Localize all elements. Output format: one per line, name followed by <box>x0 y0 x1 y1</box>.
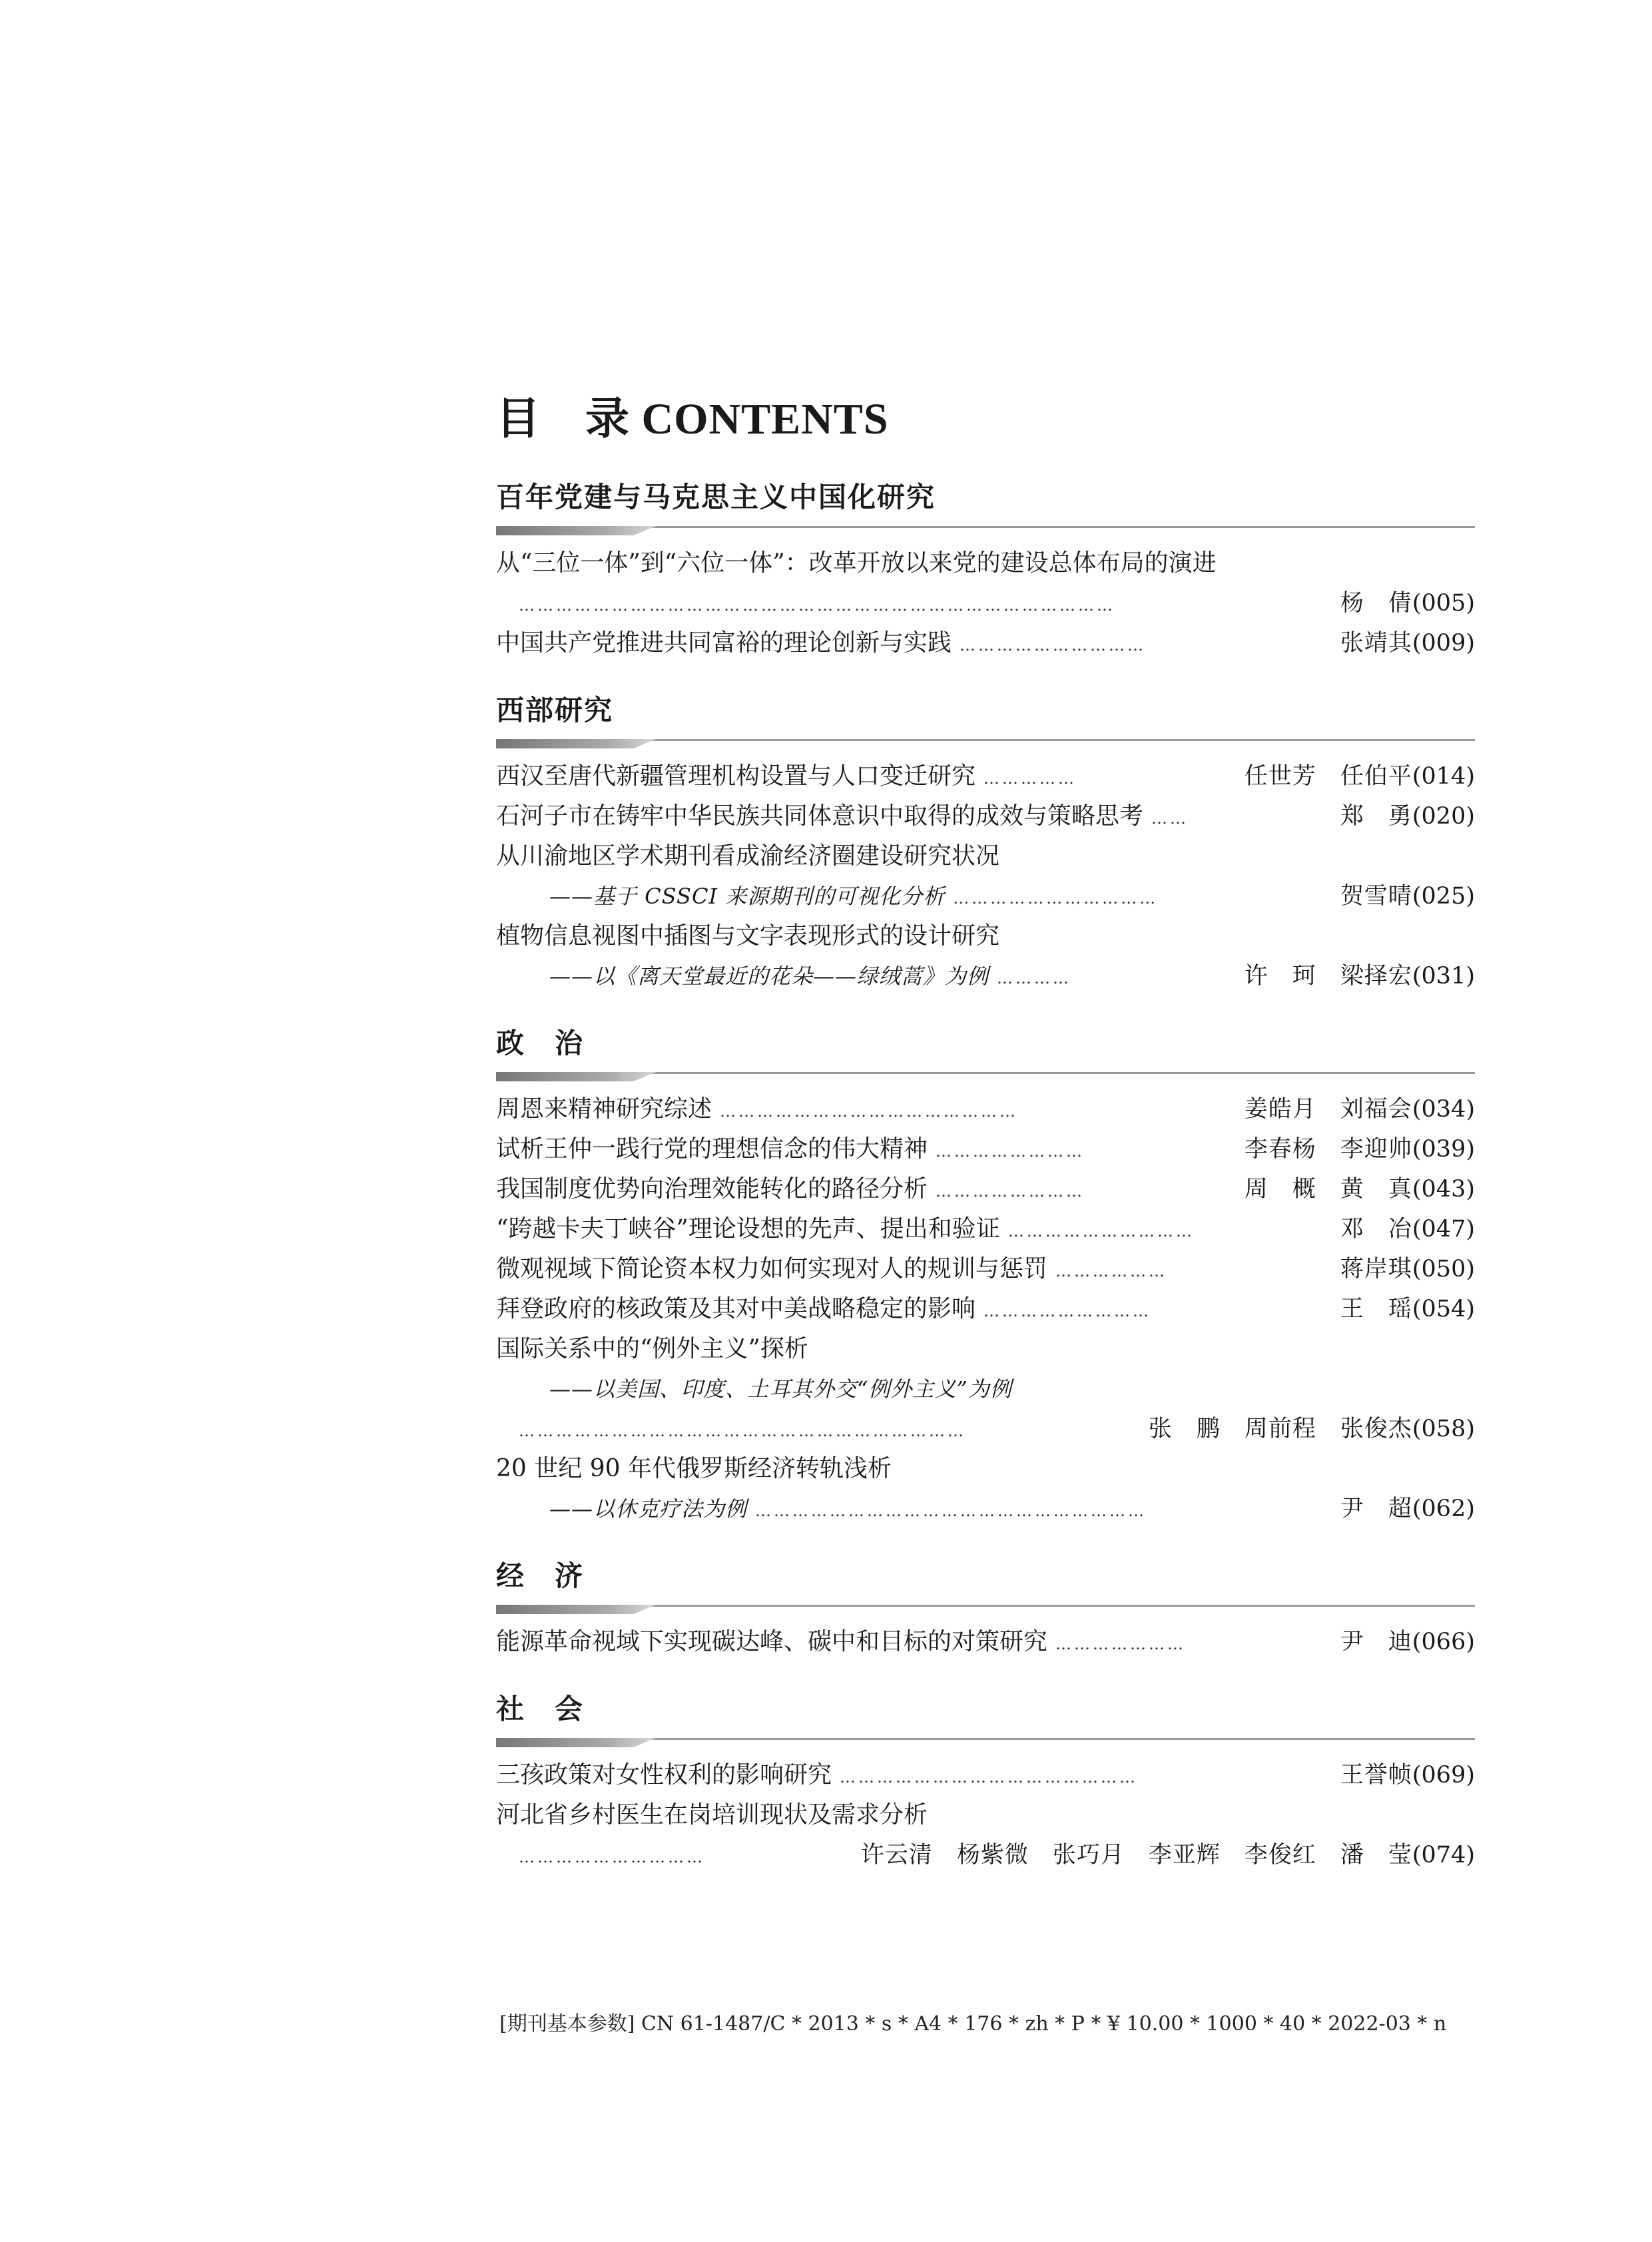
entry-authors: 蒋岸琪 <box>1340 1256 1412 1282</box>
entry-page-number: (047) <box>1412 1216 1475 1243</box>
toc-entry[interactable] <box>496 543 1475 583</box>
toc-entry[interactable] <box>496 1489 1475 1529</box>
entry-authors: 周 概 黄 真 <box>1244 1176 1412 1203</box>
toc-entry[interactable] <box>496 1329 1475 1369</box>
page-title: 目 录 CONTENTS <box>496 395 889 443</box>
entry-title: 中国共产党推进共同富裕的理论创新与实践 <box>496 629 952 657</box>
toc-entry[interactable] <box>496 756 1475 796</box>
section-divider <box>496 1733 1475 1755</box>
entry-page-number: (034) <box>1412 1096 1475 1123</box>
toc-entry[interactable] <box>496 1369 1475 1409</box>
entry-authors: 邓 冶 <box>1340 1216 1412 1243</box>
entry-title: “跨越卡夫丁峡谷”理论设想的先声、提出和验证 <box>496 1215 1000 1243</box>
entry-page-number: (058) <box>1412 1416 1475 1442</box>
entry-authors: 杨 倩 <box>1340 590 1412 617</box>
entry-authors: 尹 迪 <box>1340 1629 1412 1655</box>
toc-entry[interactable] <box>496 1129 1475 1169</box>
toc-entry[interactable] <box>496 796 1475 836</box>
toc-entry[interactable] <box>496 836 1475 876</box>
dot-leader: …………………………… <box>953 889 1159 908</box>
entry-authors: 贺雪晴 <box>1340 883 1412 910</box>
entry-page-number: (020) <box>1412 803 1475 830</box>
toc-entry[interactable] <box>496 1449 1475 1489</box>
entry-subtitle: ——以休克疗法为例 <box>549 1496 748 1522</box>
dot-leader: ……………………… <box>983 1302 1152 1320</box>
dot-leader: ………………………………………… <box>840 1768 1139 1787</box>
entry-title: 我国制度优势向治理效能转化的路径分析 <box>496 1175 928 1203</box>
entry-authors: 张 鹏 周前程 张俊杰 <box>1148 1416 1412 1442</box>
section-heading: 西部研究 <box>496 694 614 726</box>
toc-entry[interactable] <box>496 1249 1475 1289</box>
entry-page-number: (066) <box>1412 1629 1475 1655</box>
entry-page-number: (009) <box>1412 630 1475 657</box>
dot-leader: ………… <box>997 969 1072 987</box>
entry-title: 植物信息视图中插图与文字表现形式的设计研究 <box>496 922 1000 950</box>
toc-entry[interactable] <box>496 1289 1475 1329</box>
entry-title: 从“三位一体”到“六位一体”：改革开放以来党的建设总体布局的演进 <box>496 549 1217 577</box>
entry-page-number: (054) <box>1412 1296 1475 1322</box>
dot-leader: …… <box>1151 809 1189 828</box>
entry-authors: 任世芳 任伯平 <box>1244 763 1412 790</box>
toc-entry[interactable] <box>496 1622 1475 1662</box>
entry-page-number: (062) <box>1412 1496 1475 1522</box>
dot-leader: …………………… <box>936 1142 1085 1161</box>
entry-authors: 郑 勇 <box>1340 803 1412 830</box>
entry-authors: 王 瑶 <box>1340 1296 1412 1322</box>
entry-page-number: (050) <box>1412 1256 1475 1282</box>
dot-leader: ………………………………………… <box>720 1102 1019 1121</box>
entry-title: 河北省乡村医生在岗培训现状及需求分析 <box>496 1801 928 1828</box>
entry-title: 周恩来精神研究综述 <box>496 1095 712 1123</box>
dot-leader: ……………………………………………………… <box>755 1502 1147 1520</box>
entry-authors: 许 珂 梁择宏 <box>1244 963 1412 989</box>
dot-leader: …………… <box>983 769 1077 788</box>
toc-entry[interactable] <box>496 623 1475 663</box>
entry-subtitle: ——以《离天堂最近的花朵——绿绒蒿》为例 <box>549 964 989 989</box>
dot-leader: ………………………… <box>1007 1222 1195 1241</box>
entry-authors: 许云清 杨紫微 张巧月 李亚辉 李俊红 潘 莹 <box>860 1842 1412 1868</box>
toc-entry[interactable] <box>496 1409 1475 1449</box>
entry-page-number: (031) <box>1412 963 1475 989</box>
toc-sections <box>496 474 1475 1875</box>
entry-authors: 张靖其 <box>1340 630 1412 657</box>
dot-leader: ………………………… <box>960 636 1147 655</box>
dot-leader: ……………………………………………………………… <box>519 1422 966 1440</box>
entry-authors: 李春杨 李迎帅 <box>1244 1136 1412 1163</box>
entry-page-number: (005) <box>1412 590 1475 617</box>
section-heading: 百年党建与马克思主义中国化研究 <box>496 481 936 513</box>
section-divider <box>496 521 1475 543</box>
entry-title: 能源革命视域下实现碳达峰、碳中和目标的对策研究 <box>496 1628 1048 1655</box>
dot-leader: ……………… <box>1055 1262 1168 1280</box>
section-divider <box>496 1599 1475 1622</box>
entry-authors: 姜皓月 刘福会 <box>1244 1096 1412 1123</box>
table-of-contents <box>496 386 1475 1875</box>
entry-page-number: (014) <box>1412 763 1475 790</box>
entry-authors: 王誉帧 <box>1340 1762 1412 1789</box>
section-divider <box>496 734 1475 756</box>
section-heading: 政 治 <box>496 1027 585 1059</box>
entry-page-number: (039) <box>1412 1136 1475 1163</box>
toc-entry[interactable] <box>496 916 1475 956</box>
dot-leader: ………………… <box>1055 1635 1187 1653</box>
toc-entry[interactable] <box>496 1209 1475 1249</box>
dot-leader: …………………… <box>936 1182 1085 1201</box>
toc-entry[interactable] <box>496 583 1475 623</box>
toc-entry[interactable] <box>496 956 1475 996</box>
section-heading: 社 会 <box>496 1693 585 1725</box>
section-divider <box>496 1067 1475 1089</box>
entry-title: 拜登政府的核政策及其对中美战略稳定的影响 <box>496 1295 976 1322</box>
toc-entry[interactable] <box>496 1835 1475 1875</box>
toc-entry[interactable] <box>496 1795 1475 1835</box>
entry-authors: 尹 超 <box>1340 1496 1412 1522</box>
entry-title: 试析王仲一践行党的理想信念的伟大精神 <box>496 1135 928 1163</box>
toc-entry[interactable] <box>496 876 1475 916</box>
entry-page-number: (043) <box>1412 1176 1475 1203</box>
section-heading: 经 济 <box>496 1559 585 1592</box>
toc-entry[interactable] <box>496 1755 1475 1795</box>
dot-leader: …………………………………………………………………………………… <box>519 596 1115 615</box>
entry-title: 从川渝地区学术期刊看成渝经济圈建设研究状况 <box>496 842 1000 870</box>
entry-title: 20 世纪 90 年代俄罗斯经济转轨浅析 <box>496 1455 892 1482</box>
entry-page-number: (025) <box>1412 883 1475 910</box>
entry-title: 国际关系中的“例外主义”探析 <box>496 1335 808 1362</box>
entry-subtitle: ——以美国、印度、土耳其外交“例外主义”为例 <box>549 1376 1012 1402</box>
entry-title: 微观视域下简论资本权力如何实现对人的规训与惩罚 <box>496 1255 1048 1282</box>
entry-title: 西汉至唐代新疆管理机构设置与人口变迁研究 <box>496 762 976 790</box>
dot-leader: ………………………… <box>519 1848 705 1866</box>
toc-entry[interactable] <box>496 1169 1475 1209</box>
entry-page-number: (074) <box>1412 1842 1475 1868</box>
journal-parameters: [期刊基本参数] CN 61-1487/C * 2013 * s * A4 * 176 * zh * P * ¥ 10.00 * 1000 * 40 * 2022-03 * n <box>499 2012 1447 2036</box>
toc-entry[interactable] <box>496 1089 1475 1129</box>
entry-subtitle: ——基于 CSSCI 来源期刊的可视化分析 <box>549 884 946 909</box>
entry-page-number: (069) <box>1412 1762 1475 1789</box>
entry-title: 三孩政策对女性权利的影响研究 <box>496 1761 832 1789</box>
entry-title: 石河子市在铸牢中华民族共同体意识中取得的成效与策略思考 <box>496 802 1144 830</box>
